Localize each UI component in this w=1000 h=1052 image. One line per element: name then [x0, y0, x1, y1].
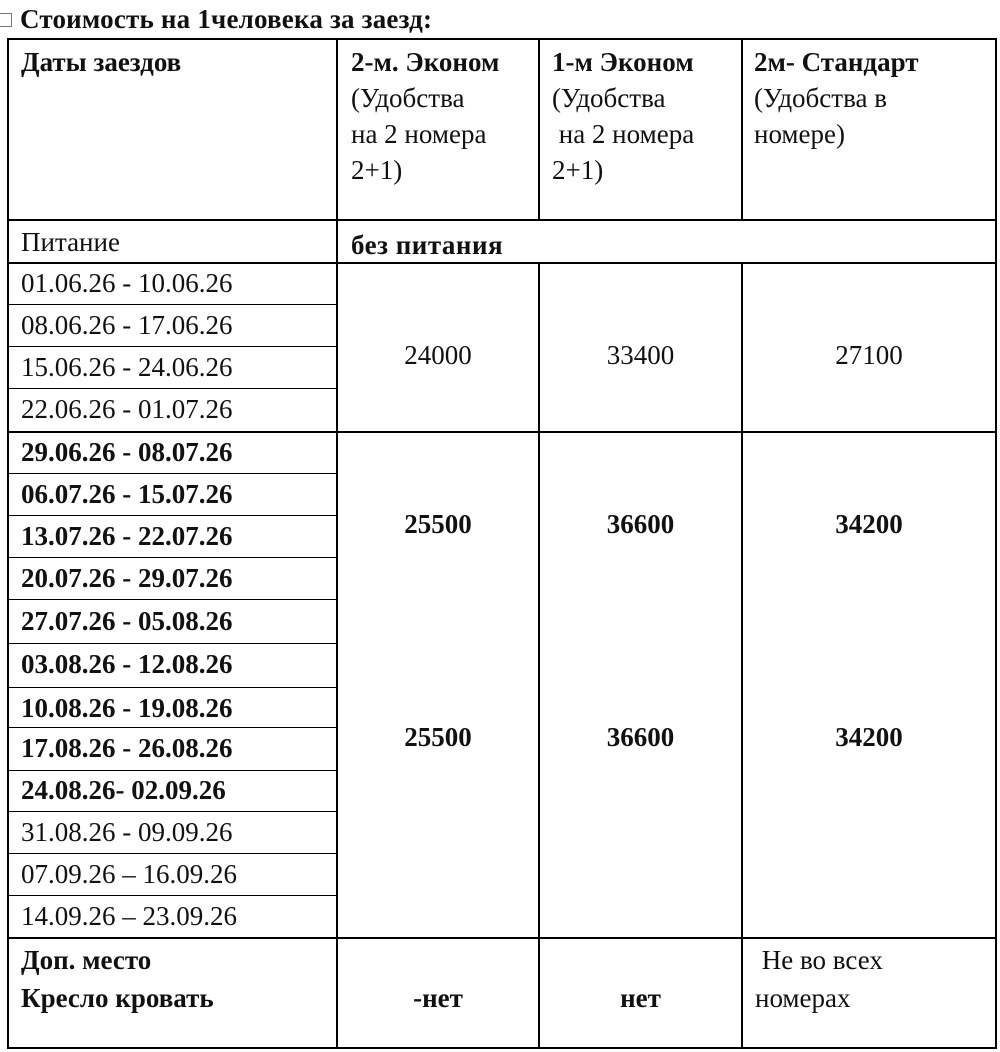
col-divider-2b	[538, 263, 540, 1049]
header-col2-line1: (Удобства	[552, 83, 666, 113]
date-divider	[9, 895, 336, 896]
date-divider	[9, 811, 336, 812]
price-col1-group3: 25500	[404, 722, 472, 752]
header-col2-line2: на 2 номера	[552, 119, 695, 149]
row-divider-extra	[9, 937, 995, 939]
date-row: 10.08.26 - 19.08.26	[21, 693, 233, 723]
page-title: Стоимость на 1человека за заезд:	[20, 4, 433, 34]
price-col1-group2: 25500	[404, 509, 472, 539]
price-table	[7, 38, 997, 1049]
header-col1-line1: (Удобства	[351, 83, 465, 113]
header-col1-line2: на 2 номера	[351, 119, 487, 149]
col-divider-2	[538, 40, 540, 220]
date-row: 13.07.26 - 22.07.26	[21, 521, 233, 551]
price-col1-group1: 24000	[404, 340, 472, 370]
header-col3-name: 2м- Стандарт	[754, 47, 919, 77]
date-row: 03.08.26 - 12.08.26	[21, 649, 233, 679]
price-col3-group1: 27100	[835, 340, 903, 370]
price-col2-group1: 33400	[606, 340, 675, 370]
date-row: 27.07.26 - 05.08.26	[21, 606, 233, 636]
price-col3-group2: 34200	[835, 509, 903, 539]
price-col2-group2: 36600	[606, 509, 675, 539]
extra-label-2: Кресло кровать	[21, 983, 214, 1013]
header-col2-name: 1-м Эконом	[552, 47, 694, 77]
date-divider	[9, 727, 336, 728]
date-row: 29.06.26 - 08.07.26	[21, 437, 233, 467]
date-divider	[9, 473, 336, 474]
row-divider-header	[9, 219, 995, 221]
date-divider	[9, 687, 336, 688]
date-divider	[9, 515, 336, 516]
col-divider-3b	[741, 263, 743, 1049]
extra-col1: -нет	[413, 983, 463, 1013]
extra-label-1: Доп. место	[21, 945, 152, 975]
price-col3-group3: 34200	[835, 722, 903, 752]
date-divider	[9, 557, 336, 558]
date-row: 24.08.26- 02.09.26	[21, 775, 226, 805]
col-divider-1	[336, 40, 338, 1049]
header-dates: Даты заездов	[21, 47, 182, 77]
date-row: 20.07.26 - 29.07.26	[21, 563, 233, 593]
date-divider	[9, 346, 336, 347]
extra-col3-line2: номерах	[755, 983, 851, 1013]
date-divider	[9, 388, 336, 389]
header-col1-name: 2-м. Эконом	[351, 47, 500, 77]
header-col2-line3: 2+1)	[552, 155, 604, 185]
paragraph-marker	[0, 13, 12, 27]
meal-label: Питание	[21, 227, 120, 257]
date-divider	[9, 599, 336, 600]
date-row: 07.09.26 – 16.09.26	[21, 859, 237, 889]
date-row: 22.06.26 - 01.07.26	[21, 394, 233, 424]
date-row: 06.07.26 - 15.07.26	[21, 479, 233, 509]
date-divider	[9, 304, 336, 305]
date-divider	[9, 853, 336, 854]
header-col1-line3: 2+1)	[351, 155, 403, 185]
date-row: 15.06.26 - 24.06.26	[21, 352, 233, 382]
header-col3-line2: номере)	[754, 119, 845, 149]
date-row: 08.06.26 - 17.06.26	[21, 310, 233, 340]
extra-col2: нет	[620, 983, 661, 1013]
col-divider-3	[741, 40, 743, 220]
date-row: 14.09.26 – 23.09.26	[21, 901, 237, 931]
date-row: 17.08.26 - 26.08.26	[21, 733, 233, 763]
header-col3-line1: (Удобства в	[754, 83, 887, 113]
extra-col3-line1: Не во всех	[755, 945, 883, 975]
meal-value: без питания	[351, 230, 504, 260]
price-col2-group3: 36600	[606, 722, 675, 752]
date-divider	[9, 643, 336, 644]
date-row: 01.06.26 - 10.06.26	[21, 268, 233, 298]
date-row: 31.08.26 - 09.09.26	[21, 817, 233, 847]
